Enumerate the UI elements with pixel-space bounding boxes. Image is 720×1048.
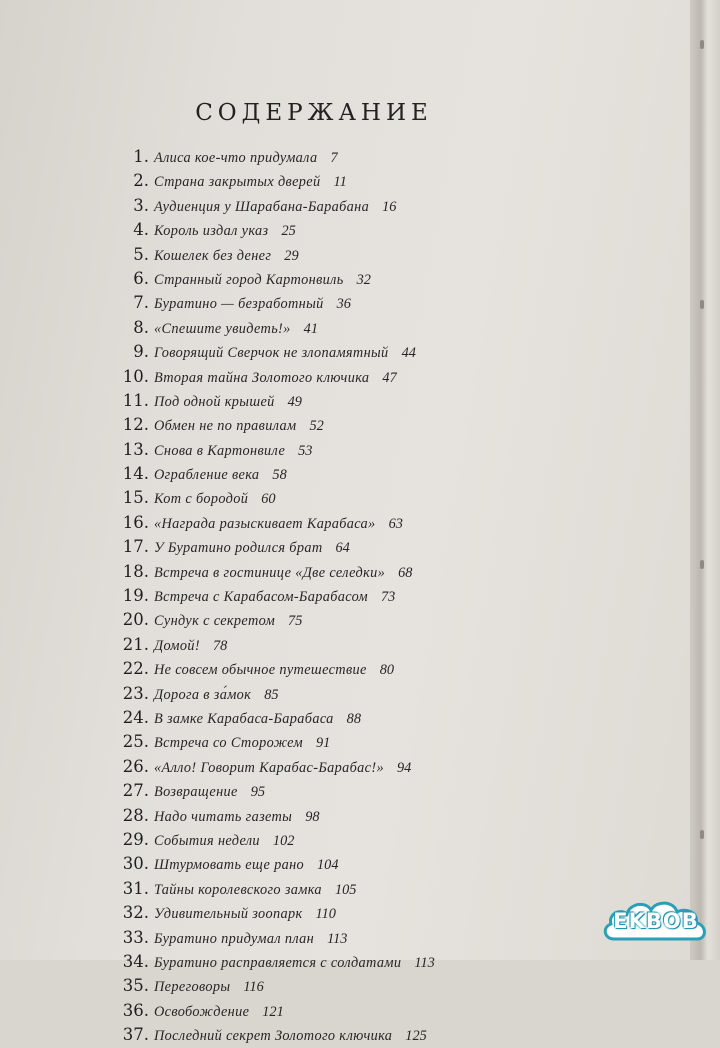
page-number: 95 [250, 784, 266, 801]
chapter-number: 1. [133, 147, 149, 166]
page-number: 88 [346, 710, 361, 727]
page-number: 105 [334, 881, 357, 898]
page-number: 80 [379, 662, 394, 679]
chapter-title: Снова в Картонвиле [154, 442, 286, 459]
chapter-title: «Алло! Говорит Карабас-Барабас!» [154, 759, 384, 776]
toc-entry [96, 804, 616, 828]
chapter-number: 26. [122, 756, 149, 776]
page-number: 63 [388, 515, 403, 532]
chapter-number: 25. [122, 732, 149, 752]
toc-entry [96, 511, 616, 535]
chapter-number: 31. [122, 878, 149, 898]
chapter-number: 17. [122, 537, 149, 557]
toc-entry [96, 608, 616, 632]
chapter-number: 37. [122, 1025, 149, 1045]
page-number: 53 [298, 442, 313, 459]
page-number: 121 [262, 1003, 284, 1020]
toc-entry [96, 852, 616, 876]
chapter-number: 7. [133, 293, 149, 313]
chapter-title: «Награда разыскивает Карабаса» [154, 515, 376, 532]
table-of-contents [96, 145, 616, 1047]
chapter-number: 36. [122, 1000, 149, 1020]
chapter-number: 24. [122, 707, 149, 727]
chapter-title: Кошелек без денег [154, 247, 272, 264]
chapter-number: 21. [122, 634, 149, 654]
page-number: 60 [261, 491, 276, 508]
toc-entry [96, 316, 616, 340]
page-number: 113 [414, 954, 435, 971]
chapter-title: Последний секрет Золотого ключика [154, 1028, 393, 1045]
chapter-number: 20. [122, 610, 149, 630]
chapter-number: 14. [122, 464, 149, 484]
page-number: 85 [264, 686, 279, 703]
chapter-number: 16. [122, 512, 149, 532]
chapter-title: События недели [154, 832, 260, 849]
page-number: 29 [284, 247, 299, 264]
toc-entry [96, 633, 616, 657]
toc-entry [96, 779, 616, 803]
chapter-number: 10. [122, 366, 149, 386]
chapter-number: 15. [122, 488, 149, 508]
chapter-title: Кот с бородой [154, 491, 249, 508]
chapter-number: 23. [122, 683, 149, 703]
chapter-number: 11. [122, 390, 149, 410]
toc-entry [96, 535, 616, 559]
watermark-logo [600, 895, 712, 947]
chapter-number: 12. [122, 415, 149, 435]
toc-entry [96, 877, 616, 901]
page-number: 49 [287, 393, 302, 410]
chapter-number: 8. [133, 317, 149, 337]
chapter-title: Страна закрытых дверей [154, 174, 321, 191]
toc-entry [96, 926, 616, 950]
toc-entry [96, 682, 616, 706]
toc-entry [96, 438, 616, 462]
page-number: 68 [398, 564, 413, 581]
chapter-title: Алиса кое-что придумала [154, 150, 318, 166]
toc-entry [96, 267, 616, 291]
chapter-number: 5. [133, 244, 149, 264]
chapter-number: 34. [122, 951, 149, 971]
chapter-number: 18. [122, 561, 149, 581]
chapter-title: Домой! [154, 637, 200, 654]
chapter-title: Говорящий Сверчок не злопамятный [154, 345, 389, 362]
page-number: 25 [281, 223, 296, 240]
chapter-number: 4. [133, 220, 149, 240]
chapter-title: В замке Карабаса-Барабаса [154, 710, 334, 727]
page-number: 125 [405, 1028, 427, 1045]
toc-entry [96, 657, 616, 681]
binding-stitch [700, 300, 704, 309]
chapter-title: Встреча со Сторожем [154, 735, 303, 752]
page-number: 91 [316, 735, 331, 752]
chapter-title: Встреча с Карабасом-Барабасом [154, 589, 369, 606]
chapter-number: 22. [122, 659, 149, 679]
toc-entry [96, 901, 616, 925]
toc-entry [96, 389, 616, 413]
chapter-number: 6. [133, 268, 149, 288]
chapter-title: Буратино придумал план [154, 930, 315, 947]
page-number: 7 [330, 150, 338, 166]
page-number: 78 [212, 637, 228, 654]
chapter-number: 35. [122, 976, 149, 996]
chapter-number: 13. [122, 439, 149, 459]
page-number: 47 [382, 369, 397, 386]
chapter-title: Дорога в за́мок [154, 686, 252, 703]
toc-entry [96, 974, 616, 998]
toc-entry [96, 560, 616, 584]
chapter-title: «Спешите увидеть!» [154, 320, 291, 337]
chapter-number: 30. [122, 854, 149, 874]
chapter-title: Штурмовать еще рано [154, 857, 305, 874]
chapter-title: Буратино расправляется с солдатами [154, 954, 402, 971]
toc-entry [96, 243, 616, 267]
page-number: 16 [382, 198, 397, 215]
chapter-title: Ограбление века [154, 467, 260, 484]
toc-entry [96, 828, 616, 852]
toc-entry [96, 194, 616, 218]
page-number: 32 [356, 271, 371, 288]
page-number: 36 [336, 296, 351, 313]
page-number: 52 [309, 418, 324, 435]
toc-entry [96, 462, 616, 486]
chapter-title: Надо читать газеты [154, 808, 293, 825]
chapter-title: Король издал указ [154, 223, 269, 240]
toc-entry [96, 169, 616, 193]
chapter-title: Странный город Картонвиль [154, 271, 344, 288]
page-number: 44 [401, 345, 416, 362]
chapter-title: У Буратино родился брат [154, 540, 323, 557]
binding-stitch [700, 560, 704, 569]
binding-stitch [700, 830, 704, 839]
toc-entry [96, 340, 616, 364]
binding-stitch [700, 40, 704, 49]
chapter-title: Тайны королевского замка [154, 881, 322, 898]
toc-entry [96, 950, 616, 974]
chapter-number: 19. [122, 586, 149, 606]
page-number: 94 [396, 759, 412, 776]
page-number: 104 [317, 857, 339, 874]
watermark-text: EKBOB [613, 909, 699, 933]
chapter-number: 2. [133, 171, 149, 191]
page-number: 75 [288, 613, 303, 630]
toc-entry [96, 291, 616, 315]
chapter-title: Аудиенция у Шарабана-Барабана [154, 198, 370, 215]
chapter-number: 32. [122, 903, 149, 923]
page-title: СОДЕРЖАНИЕ [195, 100, 433, 126]
chapter-title: Возвращение [154, 784, 238, 801]
chapter-title: Удивительный зоопарк [154, 906, 303, 923]
toc-entry [96, 999, 616, 1023]
page-number: 110 [315, 906, 336, 923]
chapter-title: Сундук с секретом [154, 613, 276, 630]
page-number: 102 [272, 832, 295, 849]
book-gutter [690, 0, 720, 960]
toc-entry [96, 1023, 616, 1047]
chapter-title: Буратино — безработный [154, 296, 324, 313]
toc-entry [96, 365, 616, 389]
toc-entry [96, 584, 616, 608]
chapter-title: Не совсем обычное путешествие [154, 662, 367, 679]
page-number: 116 [243, 979, 264, 996]
toc-entry [96, 706, 616, 730]
toc-entry [96, 730, 616, 754]
chapter-number: 33. [122, 927, 149, 947]
page-number: 98 [305, 808, 320, 825]
page-number: 11 [333, 174, 347, 191]
page-number: 73 [381, 589, 396, 606]
page-number: 41 [303, 320, 318, 337]
page-number: 58 [272, 467, 287, 484]
chapter-number: 29. [122, 829, 149, 849]
toc-entry [96, 218, 616, 242]
chapter-title: Встреча в гостинице «Две селедки» [154, 564, 386, 581]
page-number: 64 [335, 540, 350, 557]
chapter-number: 27. [122, 781, 149, 801]
chapter-title: Переговоры [154, 979, 231, 996]
chapter-title: Обмен не по правилам [154, 418, 297, 435]
chapter-number: 3. [133, 195, 149, 215]
chapter-number: 28. [122, 805, 149, 825]
toc-entry [96, 413, 616, 437]
chapter-title: Освобождение [154, 1003, 250, 1020]
toc-entry [96, 755, 616, 779]
toc-entry [96, 145, 616, 169]
toc-entry [96, 486, 616, 510]
chapter-title: Под одной крышей [154, 393, 275, 410]
chapter-title: Вторая тайна Золотого ключика [154, 369, 370, 386]
page-number: 113 [327, 930, 348, 947]
chapter-number: 9. [133, 342, 149, 362]
